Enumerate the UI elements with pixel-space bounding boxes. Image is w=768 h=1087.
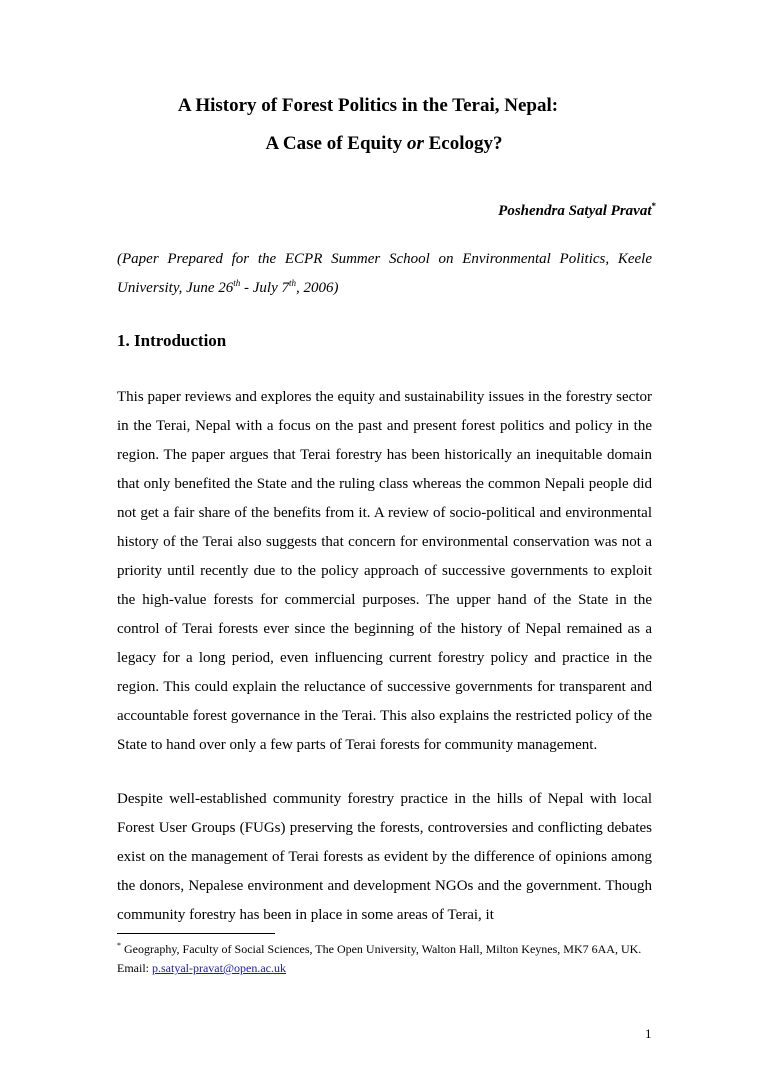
paragraph-2-text: Despite well-established community forestry practice in the hills of Nepal with local Forest User Groups (FUGs) preserving the forests, controversies and conflicting debates exist on the management of Terai forests as evident by the difference of opinions among the donors, Nepalese environment and development NGOs and the government. Though community forestry has been in place in some areas of Terai, it bbox=[117, 791, 652, 923]
note-part-2: - July 7 bbox=[240, 280, 289, 296]
paragraph-1 bbox=[117, 383, 652, 760]
section-heading: 1. Introduction bbox=[117, 331, 227, 350]
author-name bbox=[498, 196, 656, 221]
paper-title-line-1: A History of Forest Politics in the Terai, Nepal: bbox=[177, 95, 559, 116]
note-part-3: , 2006) bbox=[296, 280, 339, 296]
title-line-2-italic: or bbox=[406, 133, 424, 154]
footnote-email-link[interactable]: p.satyal-pravat@open.ac.uk bbox=[152, 961, 286, 975]
author-name-text: Poshendra Satyal Pravat bbox=[498, 203, 652, 219]
page-number: 1 bbox=[645, 1026, 652, 1041]
author-footnote-mark: * bbox=[651, 201, 656, 211]
title-line-2-suffix: Ecology? bbox=[423, 133, 503, 154]
note-part-1: (Paper Prepared for the ECPR Summer School on Environmental Politics, Keele University, June 26 bbox=[117, 251, 652, 296]
footnote-mark: * bbox=[117, 941, 121, 950]
conference-note bbox=[117, 245, 652, 303]
footnote-divider bbox=[117, 933, 275, 934]
paragraph-1-text: This paper reviews and explores the equity and sustainability issues in the forestry sector in the Terai, Nepal with a focus on the past and present forest politics and policy in the region. The paper argues that Terai forestry has been historically an inequitable domain that only benefited the State and the ruling class whereas the common Nepali people did not get a fair share of the benefits from it. A review of socio-political and environmental history of the Terai also suggests that concern for environmental conservation was not a priority until recently due to the policy approach of successive governments to exploit the high-value forests for commercial purposes. The upper hand of the State in the control of Terai forests ever since the beginning of the history of Nepal remained as a legacy for a long period, even influencing current forestry policy and practice in the region. This could explain the reluctance of successive governments for transparent and accountable forest governance in the Terai. This also explains the restricted policy of the State to hand over only a few parts of Terai forests for community management. bbox=[117, 389, 652, 753]
title-line-2-prefix: A Case of Equity bbox=[265, 133, 407, 154]
footnote-text: Geography, Faculty of Social Sciences, The Open University, Walton Hall, Milton Keynes, MK7 6AA, UK. Email: bbox=[117, 942, 642, 975]
paragraph-2 bbox=[117, 785, 652, 930]
note-superscript-1: th bbox=[233, 278, 241, 288]
note-superscript-2: th bbox=[288, 278, 296, 288]
footnote bbox=[117, 940, 652, 978]
paper-title-line-2 bbox=[0, 133, 768, 155]
